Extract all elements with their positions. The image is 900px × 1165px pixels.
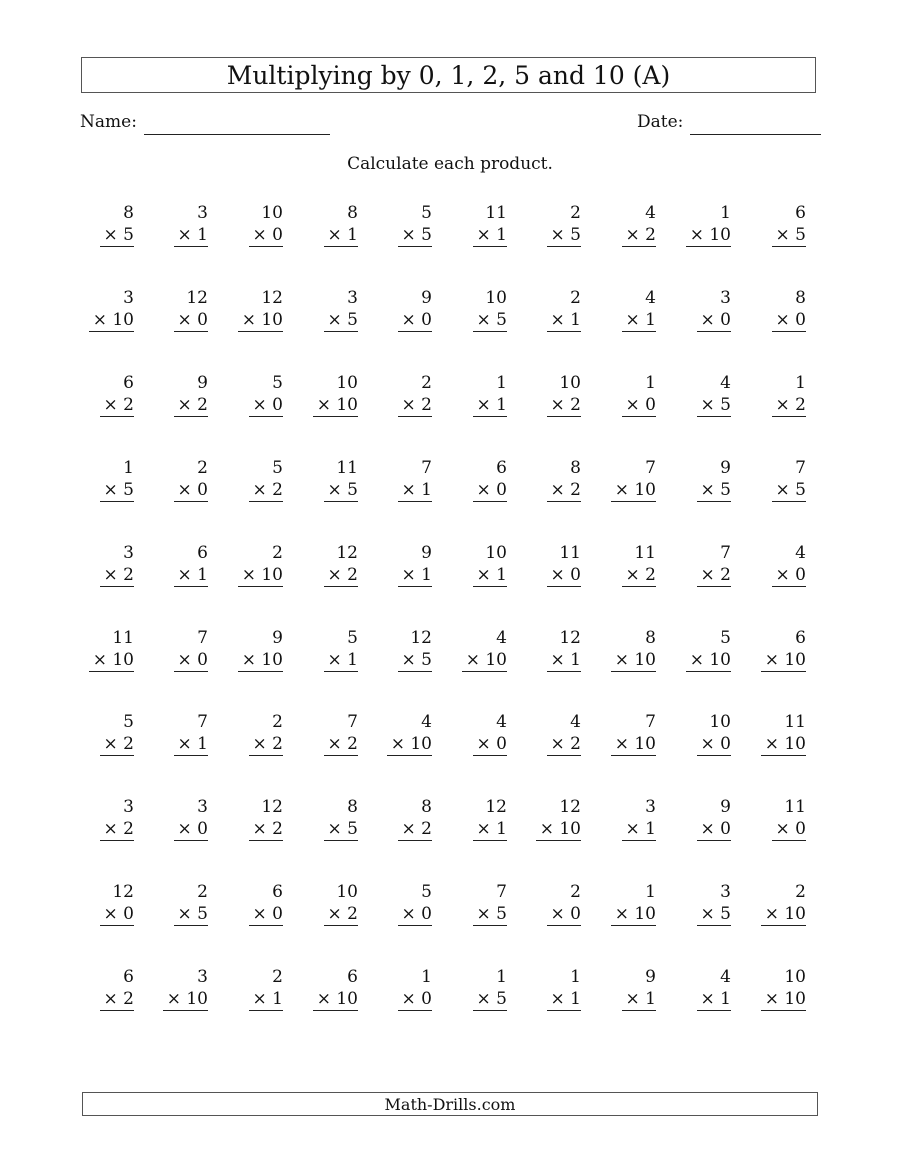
multiplicand: 11 (784, 797, 806, 818)
multiplier: × 5 (398, 225, 432, 247)
multiplier: × 2 (398, 819, 432, 841)
multiplicand: 11 (634, 542, 656, 563)
multiplicand: 9 (421, 287, 432, 308)
multiplier: × 2 (547, 395, 581, 417)
multiplicand: 12 (112, 882, 134, 903)
multiplicand: 11 (112, 627, 134, 648)
multiplier: × 0 (697, 734, 731, 756)
multiplicand: 10 (485, 542, 507, 563)
multiplicand: 6 (272, 882, 283, 903)
multiplier: × 1 (324, 650, 358, 672)
multiplier: × 0 (473, 734, 507, 756)
multiplicand: 9 (720, 797, 731, 818)
multiplier: × 2 (622, 225, 656, 247)
problem-1-10 (716, 202, 806, 247)
footer-text: Math-Drills.com (384, 1094, 516, 1114)
multiplier: × 2 (324, 904, 358, 926)
multiplicand: 2 (272, 967, 283, 988)
multiplier: × 10 (313, 395, 358, 417)
multiplicand: 3 (197, 967, 208, 988)
footer-box (82, 1092, 818, 1116)
multiplicand: 4 (421, 712, 432, 733)
multiplicand: 1 (645, 372, 656, 393)
multiplier: × 1 (473, 565, 507, 587)
multiplicand: 10 (261, 203, 283, 223)
multiplier: × 1 (174, 225, 208, 247)
multiplier: × 5 (697, 904, 731, 926)
multiplicand: 11 (559, 542, 581, 563)
multiplicand: 6 (123, 967, 134, 988)
multiplicand: 4 (720, 372, 731, 393)
multiplier: × 1 (547, 310, 581, 332)
multiplier: × 5 (772, 480, 806, 502)
multiplier: × 0 (772, 819, 806, 841)
multiplier: × 10 (313, 989, 358, 1011)
multiplier: × 1 (174, 565, 208, 587)
multiplier: × 10 (238, 565, 283, 587)
multiplicand: 4 (496, 627, 507, 648)
multiplier: × 2 (697, 565, 731, 587)
multiplicand: 8 (347, 797, 358, 818)
multiplier: × 0 (772, 310, 806, 332)
multiplicand: 6 (795, 203, 806, 223)
multiplier: × 5 (473, 989, 507, 1011)
multiplicand: 5 (272, 372, 283, 393)
problem-8-10 (716, 796, 806, 841)
multiplier: × 10 (761, 904, 806, 926)
multiplier: × 0 (547, 565, 581, 587)
multiplier: × 1 (697, 989, 731, 1011)
multiplier: × 2 (100, 989, 134, 1011)
instructions: Calculate each product. (347, 154, 553, 174)
multiplicand: 3 (720, 882, 731, 903)
multiplier: × 5 (398, 650, 432, 672)
multiplicand: 6 (347, 967, 358, 988)
multiplicand: 3 (123, 542, 134, 563)
multiplier: × 2 (249, 480, 283, 502)
multiplicand: 12 (559, 797, 581, 818)
multiplicand: 5 (421, 882, 432, 903)
multiplier: × 5 (100, 480, 134, 502)
multiplicand: 8 (570, 457, 581, 478)
multiplicand: 12 (261, 797, 283, 818)
multiplier: × 2 (249, 819, 283, 841)
multiplier: × 2 (324, 565, 358, 587)
multiplier: × 2 (772, 395, 806, 417)
multiplier: × 0 (174, 650, 208, 672)
multiplicand: 10 (559, 372, 581, 393)
multiplier: × 5 (473, 310, 507, 332)
multiplicand: 1 (795, 372, 806, 393)
multiplicand: 6 (123, 372, 134, 393)
multiplier: × 1 (249, 989, 283, 1011)
multiplicand: 7 (347, 712, 358, 733)
multiplier: × 10 (536, 819, 581, 841)
multiplicand: 2 (272, 712, 283, 733)
multiplicand: 7 (197, 627, 208, 648)
multiplicand: 9 (720, 457, 731, 478)
multiplicand: 4 (496, 712, 507, 733)
multiplicand: 6 (795, 627, 806, 648)
multiplier: × 10 (163, 989, 208, 1011)
multiplier: × 1 (473, 395, 507, 417)
multiplicand: 3 (645, 797, 656, 818)
multiplicand: 3 (197, 797, 208, 818)
multiplicand: 1 (645, 882, 656, 903)
multiplier: × 0 (249, 395, 283, 417)
multiplier: × 0 (174, 480, 208, 502)
problem-7-10 (716, 711, 806, 756)
multiplier: × 5 (324, 480, 358, 502)
multiplicand: 2 (795, 882, 806, 903)
multiplier: × 0 (174, 310, 208, 332)
multiplicand: 4 (645, 203, 656, 223)
name-label: Name: (80, 112, 137, 132)
multiplicand: 3 (123, 797, 134, 818)
multiplier: × 0 (622, 395, 656, 417)
multiplicand: 1 (496, 372, 507, 393)
multiplier: × 0 (398, 904, 432, 926)
multiplier: × 1 (324, 225, 358, 247)
multiplicand: 12 (261, 287, 283, 308)
multiplicand: 7 (795, 457, 806, 478)
multiplicand: 1 (123, 457, 134, 478)
multiplier: × 2 (174, 395, 208, 417)
multiplier: × 10 (387, 734, 432, 756)
multiplicand: 10 (784, 967, 806, 988)
multiplicand: 12 (485, 797, 507, 818)
date-label: Date: (637, 112, 684, 132)
multiplicand: 12 (186, 287, 208, 308)
multiplier: × 5 (547, 225, 581, 247)
problem-10-10 (716, 966, 806, 1011)
multiplicand: 6 (197, 542, 208, 563)
multiplier: × 10 (89, 650, 134, 672)
multiplicand: 9 (197, 372, 208, 393)
multiplicand: 5 (720, 627, 731, 648)
multiplier: × 10 (611, 480, 656, 502)
worksheet-title: Multiplying by 0, 1, 2, 5 and 10 (A) (226, 60, 671, 90)
multiplicand: 11 (336, 457, 358, 478)
multiplier: × 2 (100, 819, 134, 841)
multiplicand: 2 (272, 542, 283, 563)
multiplicand: 12 (410, 627, 432, 648)
multiplicand: 2 (570, 203, 581, 223)
multiplier: × 2 (398, 395, 432, 417)
multiplier: × 10 (238, 650, 283, 672)
multiplier: × 1 (622, 310, 656, 332)
multiplier: × 10 (761, 650, 806, 672)
multiplier: × 10 (761, 989, 806, 1011)
multiplier: × 5 (100, 225, 134, 247)
problem-6-10 (716, 627, 806, 672)
multiplicand: 8 (795, 287, 806, 308)
multiplier: × 0 (249, 904, 283, 926)
multiplier: × 2 (249, 734, 283, 756)
multiplicand: 1 (421, 967, 432, 988)
multiplicand: 2 (197, 882, 208, 903)
multiplier: × 2 (100, 395, 134, 417)
multiplicand: 11 (485, 203, 507, 223)
multiplier: × 0 (697, 310, 731, 332)
problem-2-10 (716, 287, 806, 332)
multiplier: × 5 (324, 819, 358, 841)
multiplier: × 0 (473, 480, 507, 502)
multiplicand: 2 (197, 457, 208, 478)
multiplier: × 10 (686, 650, 731, 672)
multiplicand: 5 (123, 712, 134, 733)
multiplier: × 1 (398, 565, 432, 587)
multiplicand: 7 (421, 457, 432, 478)
multiplier: × 0 (772, 565, 806, 587)
multiplicand: 8 (421, 797, 432, 818)
problem-5-10 (716, 542, 806, 587)
multiplier: × 1 (174, 734, 208, 756)
multiplicand: 8 (347, 203, 358, 223)
multiplier: × 0 (697, 819, 731, 841)
multiplier: × 2 (324, 734, 358, 756)
multiplicand: 7 (496, 882, 507, 903)
multiplicand: 7 (720, 542, 731, 563)
multiplicand: 2 (570, 287, 581, 308)
multiplier: × 10 (761, 734, 806, 756)
multiplicand: 7 (645, 712, 656, 733)
multiplicand: 10 (336, 372, 358, 393)
multiplicand: 4 (795, 542, 806, 563)
multiplicand: 4 (570, 712, 581, 733)
multiplicand: 1 (570, 967, 581, 988)
multiplier: × 1 (622, 819, 656, 841)
multiplicand: 10 (485, 287, 507, 308)
multiplier: × 10 (89, 310, 134, 332)
multiplier: × 10 (611, 734, 656, 756)
multiplicand: 5 (347, 627, 358, 648)
multiplier: × 1 (473, 225, 507, 247)
multiplicand: 9 (272, 627, 283, 648)
multiplicand: 2 (421, 372, 432, 393)
multiplier: × 1 (398, 480, 432, 502)
multiplicand: 12 (336, 542, 358, 563)
multiplicand: 7 (197, 712, 208, 733)
multiplicand: 4 (720, 967, 731, 988)
multiplicand: 2 (570, 882, 581, 903)
multiplicand: 1 (496, 967, 507, 988)
multiplier: × 2 (622, 565, 656, 587)
multiplier: × 10 (611, 904, 656, 926)
multiplier: × 5 (772, 225, 806, 247)
multiplicand: 8 (645, 627, 656, 648)
multiplier: × 0 (174, 819, 208, 841)
multiplicand: 1 (720, 203, 731, 223)
multiplier: × 10 (462, 650, 507, 672)
multiplicand: 11 (784, 712, 806, 733)
multiplier: × 0 (249, 225, 283, 247)
multiplier: × 0 (547, 904, 581, 926)
multiplier: × 10 (611, 650, 656, 672)
multiplicand: 3 (123, 287, 134, 308)
multiplier: × 10 (686, 225, 731, 247)
multiplier: × 1 (547, 650, 581, 672)
multiplicand: 3 (197, 203, 208, 223)
multiplier: × 2 (547, 480, 581, 502)
multiplier: × 2 (100, 734, 134, 756)
multiplicand: 8 (123, 203, 134, 223)
multiplicand: 10 (336, 882, 358, 903)
multiplier: × 0 (398, 310, 432, 332)
multiplier: × 0 (100, 904, 134, 926)
multiplicand: 3 (720, 287, 731, 308)
problem-9-10 (716, 881, 806, 926)
multiplier: × 5 (174, 904, 208, 926)
problem-4-10 (716, 457, 806, 502)
multiplicand: 6 (496, 457, 507, 478)
multiplier: × 10 (238, 310, 283, 332)
multiplier: × 5 (324, 310, 358, 332)
multiplier: × 1 (547, 989, 581, 1011)
multiplier: × 5 (697, 395, 731, 417)
multiplicand: 9 (421, 542, 432, 563)
multiplier: × 2 (547, 734, 581, 756)
multiplier: × 5 (473, 904, 507, 926)
multiplier: × 0 (398, 989, 432, 1011)
multiplicand: 4 (645, 287, 656, 308)
multiplicand: 5 (272, 457, 283, 478)
multiplier: × 5 (697, 480, 731, 502)
multiplicand: 3 (347, 287, 358, 308)
multiplicand: 10 (709, 712, 731, 733)
multiplier: × 2 (100, 565, 134, 587)
multiplicand: 9 (645, 967, 656, 988)
multiplier: × 1 (622, 989, 656, 1011)
multiplicand: 12 (559, 627, 581, 648)
multiplier: × 1 (473, 819, 507, 841)
multiplicand: 7 (645, 457, 656, 478)
multiplicand: 5 (421, 203, 432, 223)
problem-3-10 (716, 372, 806, 417)
